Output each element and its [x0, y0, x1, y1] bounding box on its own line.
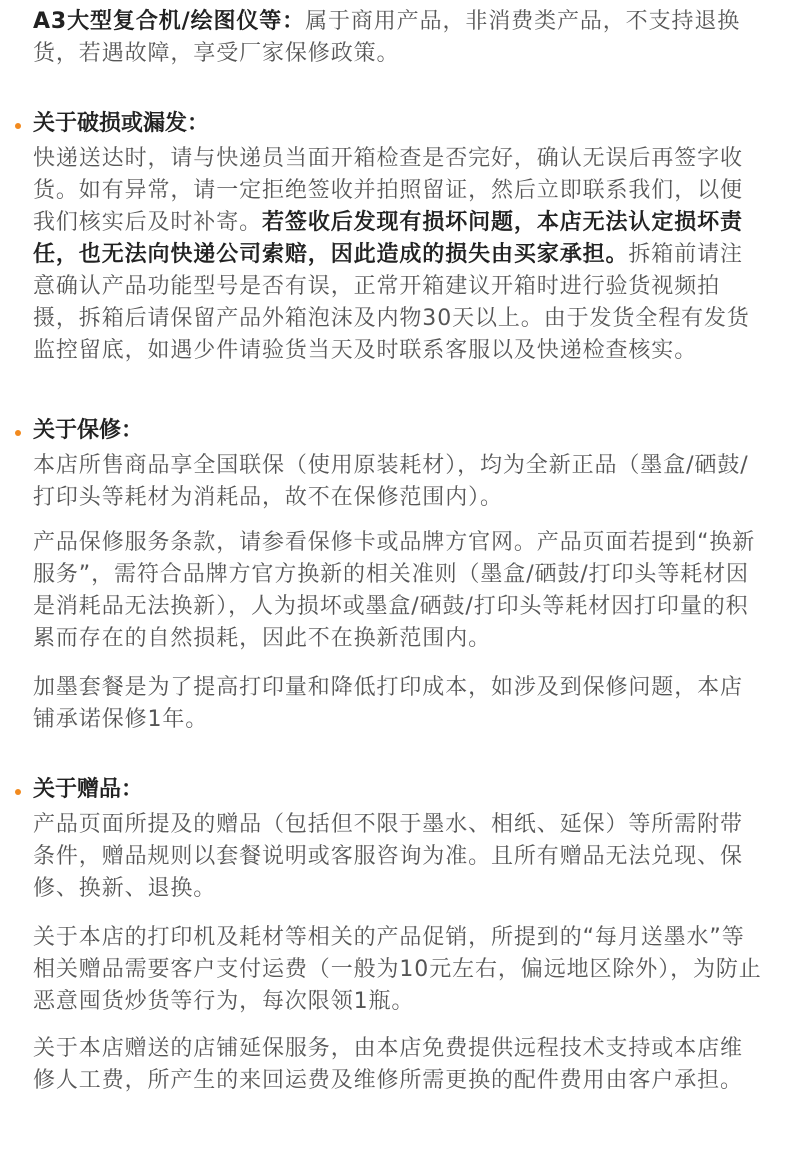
- damage-text-2: 拆箱前请注意确认产品功能型号是否有误，正常开箱建议开箱时进行验货视频拍摄，拆箱后请保留产品外箱泡沫及内物30天以上。由于发货全程有发货监控留底，如遇少件请验货当天及时联系客服以及快递检查核实。: [33, 242, 750, 363]
- bullet-dot-icon: [15, 789, 21, 795]
- bullet-dot-icon: [15, 430, 21, 436]
- damage-text-1: 快递送达时，请与快递员当面开箱检查是否完好，确认无误后再签字收货。如有异常，请一定拒绝签收并拍照留证，然后立即联系我们，以便我们核实后及时补寄。: [33, 146, 743, 235]
- gifts-paragraph-1: 产品页面所提及的赠品（包括但不限于墨水、相纸、延保）等所需附带条件，赠品规则以套餐说明或客服咨询为准。且所有赠品无法兑现、保修、换新、退换。: [33, 812, 743, 901]
- warranty-heading: 关于保修：: [33, 418, 144, 443]
- warranty-paragraph-3: 加墨套餐是为了提高打印量和降低打印成本，如涉及到保修问题，本店铺承诺保修1年。: [33, 675, 743, 732]
- gifts-paragraph-2: 关于本店的打印机及耗材等相关的产品促销，所提到的“每月送墨水”等相关赠品需要客户支付运费（一般为10元左右，偏远地区除外），为防止恶意囤货炒货等行为，每次限领1瓶。: [33, 925, 762, 1014]
- intro-text: 属于商用产品，非消费类产品，不支持退换货，若遇故障，享受厂家保修政策。: [33, 9, 741, 66]
- damage-paragraph: [33, 143, 765, 367]
- intro-paragraph: [33, 6, 765, 70]
- intro-label: A3大型复合机/绘图仪等：: [33, 9, 306, 34]
- warranty-paragraph-2: 产品保修服务条款，请参看保修卡或品牌方官网。产品页面若提到“换新服务”，需符合品牌方官方换新的相关准则（墨盒/硒鼓/打印头等耗材因是消耗品无法换新），人为损坏或墨盒/硒鼓/打印头等耗材因打印量的积累而存在的自然损耗，因此不在换新范围内。: [33, 530, 756, 651]
- gifts-heading: 关于赠品：: [33, 777, 144, 802]
- damage-heading: 关于破损或漏发：: [33, 111, 210, 136]
- damage-bold-notice: 若签收后发现有损坏问题，本店无法认定损坏责任，也无法向快递公司索赔，因此造成的损失由买家承担。: [33, 210, 743, 267]
- warranty-paragraph-1: 本店所售商品享全国联保（使用原装耗材），均为全新正品（墨盒/硒鼓/打印头等耗材为消耗品，故不在保修范围内）。: [33, 453, 749, 510]
- bullet-dot-icon: [15, 123, 21, 129]
- gifts-paragraph-3: 关于本店赠送的店铺延保服务，由本店免费提供远程技术支持或本店维修人工费，所产生的来回运费及维修所需更换的配件费用由客户承担。: [33, 1036, 743, 1093]
